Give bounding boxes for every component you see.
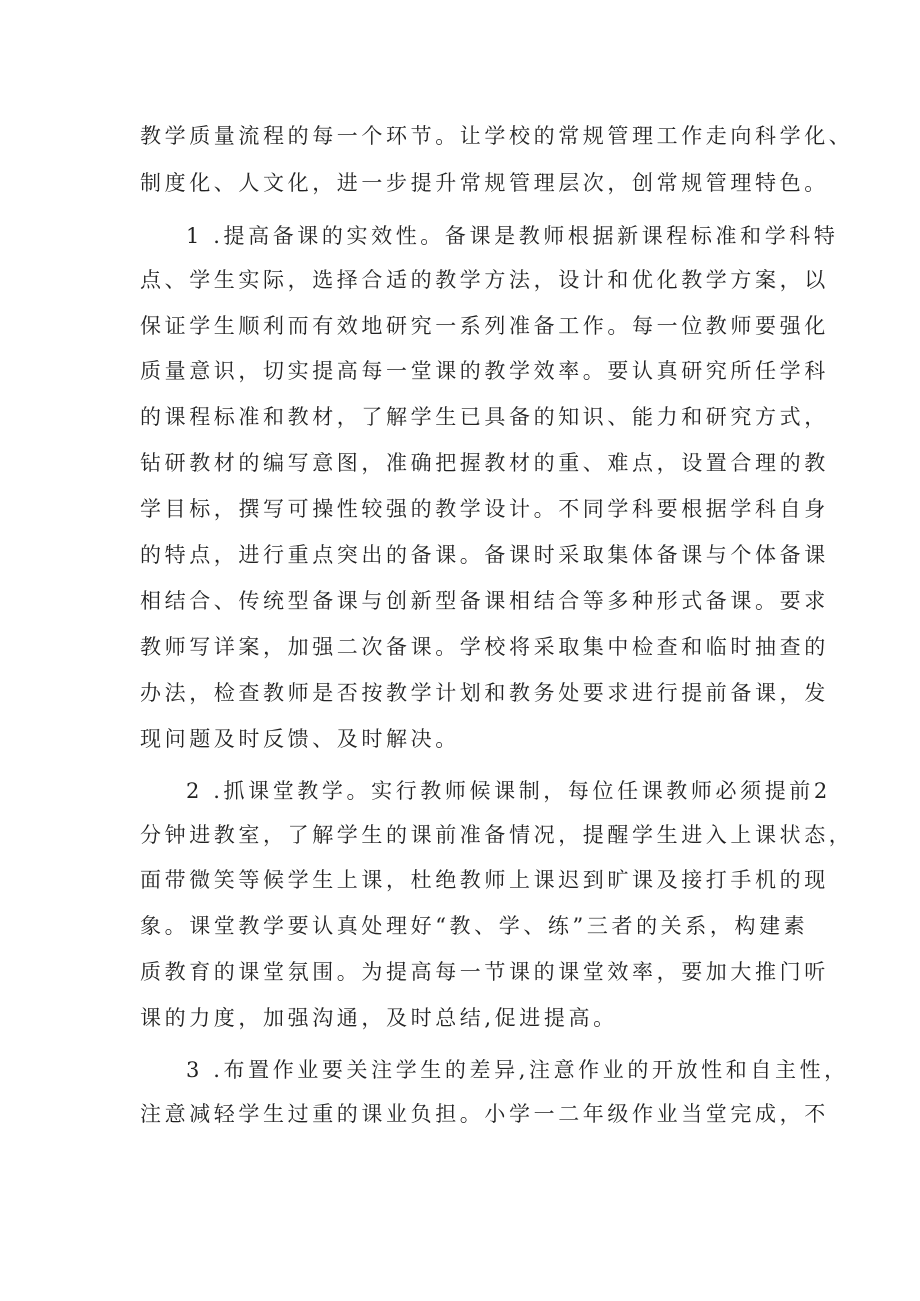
- text-line: 制度化、人文化，进一步提升常规管理层次，创常规管理特色。: [140, 171, 829, 195]
- text-line: 课的力度，加强沟通，及时总结,促进提高。: [140, 1006, 618, 1030]
- text-line: 质量意识，切实提高每一堂课的教学效率。要认真研究所任学科: [140, 359, 829, 383]
- text-line: 质教育的课堂氛围。为提高每一节课的课堂效率，要加大推门听: [140, 960, 829, 984]
- text-line: 钻研教材的编写意图，准确把握教材的重、难点，设置合理的教: [140, 451, 829, 475]
- text-line: 注意减轻学生过重的课业负担。小学一二年级作业当堂完成，不: [140, 1102, 829, 1126]
- text-line: 教学质量流程的每一个环节。让学校的常规管理工作走向科学化、: [140, 124, 854, 148]
- text-line: 的特点，进行重点突出的备课。备课时采取集体备课与个体备课: [140, 543, 829, 567]
- text-line: 现问题及时反馈、及时解决。: [140, 727, 460, 751]
- text-line: 相结合、传统型备课与创新型备课相结合等多种形式备课。要求: [140, 589, 829, 613]
- paragraph-1-start: 1 .提高备课的实效性。备课是教师根据新课程标准和学科特: [186, 224, 839, 248]
- text-line: 象。课堂教学要认真处理好“教、学、练”三者的关系，构建素: [140, 914, 809, 938]
- text-line: 办法，检查教师是否按教学计划和教务处要求进行提前备课，发: [140, 681, 829, 705]
- text-line: 学目标，撰写可操性较强的教学设计。不同学科要根据学科自身: [140, 497, 829, 521]
- text-line: 教师写详案，加强二次备课。学校将采取集中检查和临时抽查的: [140, 635, 829, 659]
- text-line: 的课程标准和教材，了解学生已具备的知识、能力和研究方式，: [140, 405, 829, 429]
- text-line: 保证学生顺利而有效地研究一系列准备工作。每一位教师要强化: [140, 314, 829, 338]
- paragraph-3-start: 3 .布置作业要关注学生的差异,注意作业的开放性和自主性，: [186, 1058, 849, 1082]
- paragraph-2-start: 2 .抓课堂教学。实行教师候课制，每位任课教师必须提前2: [186, 779, 831, 803]
- text-line: 分钟进教室，了解学生的课前准备情况，提醒学生进入上课状态，: [140, 823, 854, 847]
- text-line: 面带微笑等候学生上课，杜绝教师上课迟到旷课及接打手机的现: [140, 868, 829, 892]
- text-line: 点、学生实际，选择合适的教学方法，设计和优化教学方案，以: [140, 268, 829, 292]
